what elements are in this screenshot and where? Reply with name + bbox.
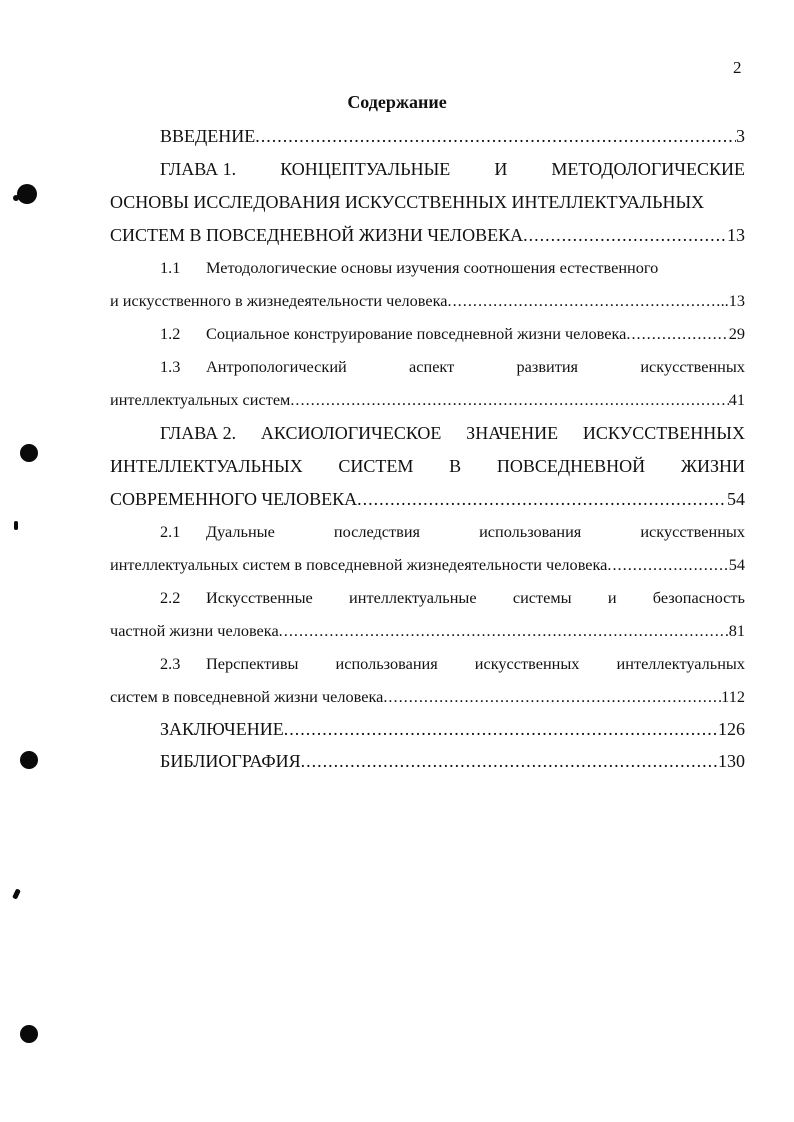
scan-speck — [13, 195, 19, 201]
toc-entry-label: СИСТЕМ В ПОВСЕДНЕВНОЙ ЖИЗНИ ЧЕЛОВЕКА — [110, 225, 524, 245]
toc-text: аспект — [409, 357, 455, 376]
section-number: 1.2 — [160, 324, 181, 343]
toc-section-2-1-line-1[interactable] — [160, 519, 745, 545]
toc-text: развития — [516, 357, 579, 376]
dot-leader — [523, 222, 727, 248]
toc-entry-label: частной жизни человека — [110, 621, 279, 640]
toc-text: МЕТОДОЛОГИЧЕСКИЕ — [551, 159, 745, 179]
toc-entry-label: ЗАКЛЮЧЕНИЕ — [160, 719, 284, 739]
toc-section-1-3-line-2[interactable] — [110, 387, 745, 413]
toc-text: АКСИОЛОГИЧЕСКОЕ — [260, 423, 442, 443]
toc-entry-label: интеллектуальных систем в повседневной жизнедеятельности человека — [110, 555, 608, 574]
dot-leader — [255, 123, 736, 149]
section-number: 2.1 — [160, 522, 181, 541]
scan-speck — [14, 521, 18, 530]
toc-text: КОНЦЕПТУАЛЬНЫЕ — [280, 159, 451, 179]
toc-text: и — [607, 588, 617, 607]
toc-text: Искусственные — [206, 588, 313, 607]
toc-text: последствия — [333, 522, 421, 541]
toc-text: системы — [512, 588, 572, 607]
toc-text: В — [449, 456, 462, 476]
toc-section-2-2-line-2[interactable] — [110, 618, 745, 644]
section-number: 2.2 — [160, 588, 181, 607]
toc-page-number: 54 — [727, 489, 745, 509]
toc-page-number: 13 — [728, 291, 745, 310]
toc-text: СИСТЕМ — [338, 456, 414, 476]
toc-section-2-3-line-2[interactable] — [110, 684, 745, 710]
toc-chapter-2-line-3[interactable] — [110, 486, 745, 512]
toc-page-number: 81 — [728, 621, 745, 640]
dot-leader — [284, 716, 718, 742]
toc-page-prefix: .. — [720, 291, 729, 310]
dot-leader — [357, 486, 727, 512]
binder-hole — [17, 184, 37, 204]
page-title: Содержание — [347, 92, 447, 112]
toc-page-number: 41 — [728, 390, 745, 409]
toc-entry-label: БИБЛИОГРАФИЯ — [160, 751, 301, 771]
toc-entry-label: ВВЕДЕНИЕ — [160, 126, 256, 146]
section-number: 1.1 — [160, 258, 181, 277]
toc-section-1-1-line-1[interactable] — [160, 255, 745, 281]
toc-text: интеллектуальные — [349, 588, 477, 607]
toc-page-number: 13 — [727, 225, 745, 245]
toc-section-2-1-line-2[interactable] — [110, 552, 745, 578]
toc-entry-label: Социальное конструирование повседневной жизни человека — [206, 324, 627, 343]
toc-entry-label: СОВРЕМЕННОГО ЧЕЛОВЕКА — [110, 489, 358, 509]
toc-entry-label: систем в повседневной жизни человека — [110, 687, 384, 706]
toc-text: И — [494, 159, 508, 179]
toc-page-number: 54 — [728, 555, 745, 574]
dot-leader — [626, 321, 728, 347]
toc-page-number: 112 — [721, 687, 745, 706]
section-number: 1.3 — [160, 357, 181, 376]
toc-text: Перспективы использования искусственных интеллектуальных — [206, 654, 745, 673]
toc-text: использования — [479, 522, 582, 541]
toc-chapter-1-line-2: ОСНОВЫ ИССЛЕДОВАНИЯ ИСКУССТВЕННЫХ ИНТЕЛЛЕКТУАЛЬНЫХ — [110, 192, 705, 212]
dot-leader — [290, 387, 728, 413]
toc-entry-label: и искусственного в жизнедеятельности человека — [110, 291, 448, 310]
dot-leader — [301, 748, 718, 774]
toc-section-2-3-line-1[interactable] — [160, 651, 745, 677]
toc-text: Методологические основы изучения соотношения естественного — [206, 258, 659, 277]
binder-hole — [20, 751, 38, 769]
toc-section-2-2-line-1[interactable] — [160, 585, 745, 611]
dot-leader — [607, 552, 728, 578]
toc-page-number: 29 — [728, 324, 745, 343]
toc-chapter-1-line-1[interactable] — [160, 156, 745, 182]
toc-text: ИНТЕЛЛЕКТУАЛЬНЫХ — [110, 456, 303, 476]
toc-entry-bibliography[interactable] — [160, 748, 745, 774]
toc-text: безопасность — [652, 588, 745, 607]
toc-entry-introduction[interactable] — [160, 123, 745, 149]
toc-text: Антропологический — [206, 357, 347, 376]
scan-speck — [12, 888, 21, 899]
toc-text: ГЛАВА 1. — [160, 159, 237, 179]
toc-text: искусственных — [640, 357, 745, 376]
toc-text: искусственных — [640, 522, 745, 541]
toc-section-1-2[interactable] — [160, 321, 745, 347]
binder-hole — [20, 444, 38, 462]
dot-leader — [383, 684, 721, 710]
toc-page-number: 126 — [718, 719, 745, 739]
toc-entry-label: интеллектуальных систем — [110, 390, 291, 409]
toc-entry-conclusion[interactable] — [160, 716, 745, 742]
dot-leader — [279, 618, 729, 644]
toc-page-number: 3 — [736, 126, 745, 146]
dot-leader — [448, 288, 721, 314]
toc-text: ГЛАВА 2. — [160, 423, 237, 443]
toc-text: ЗНАЧЕНИЕ — [466, 423, 559, 443]
section-number: 2.3 — [160, 654, 181, 673]
toc-chapter-2-line-1[interactable] — [160, 420, 745, 446]
toc-text: ИСКУССТВЕННЫХ — [582, 423, 745, 443]
binder-hole — [20, 1025, 38, 1043]
toc-text: Дуальные — [206, 522, 275, 541]
toc-page-number: 130 — [718, 751, 745, 771]
toc-text: ЖИЗНИ — [680, 456, 745, 476]
toc-chapter-2-line-2 — [110, 453, 745, 479]
toc-text: ПОВСЕДНЕВНОЙ — [496, 456, 646, 476]
toc-section-1-3-line-1[interactable] — [160, 354, 745, 380]
toc-chapter-1-line-3[interactable] — [110, 222, 745, 248]
toc-section-1-1-line-2[interactable] — [110, 288, 745, 314]
page-number: 2 — [733, 58, 742, 77]
